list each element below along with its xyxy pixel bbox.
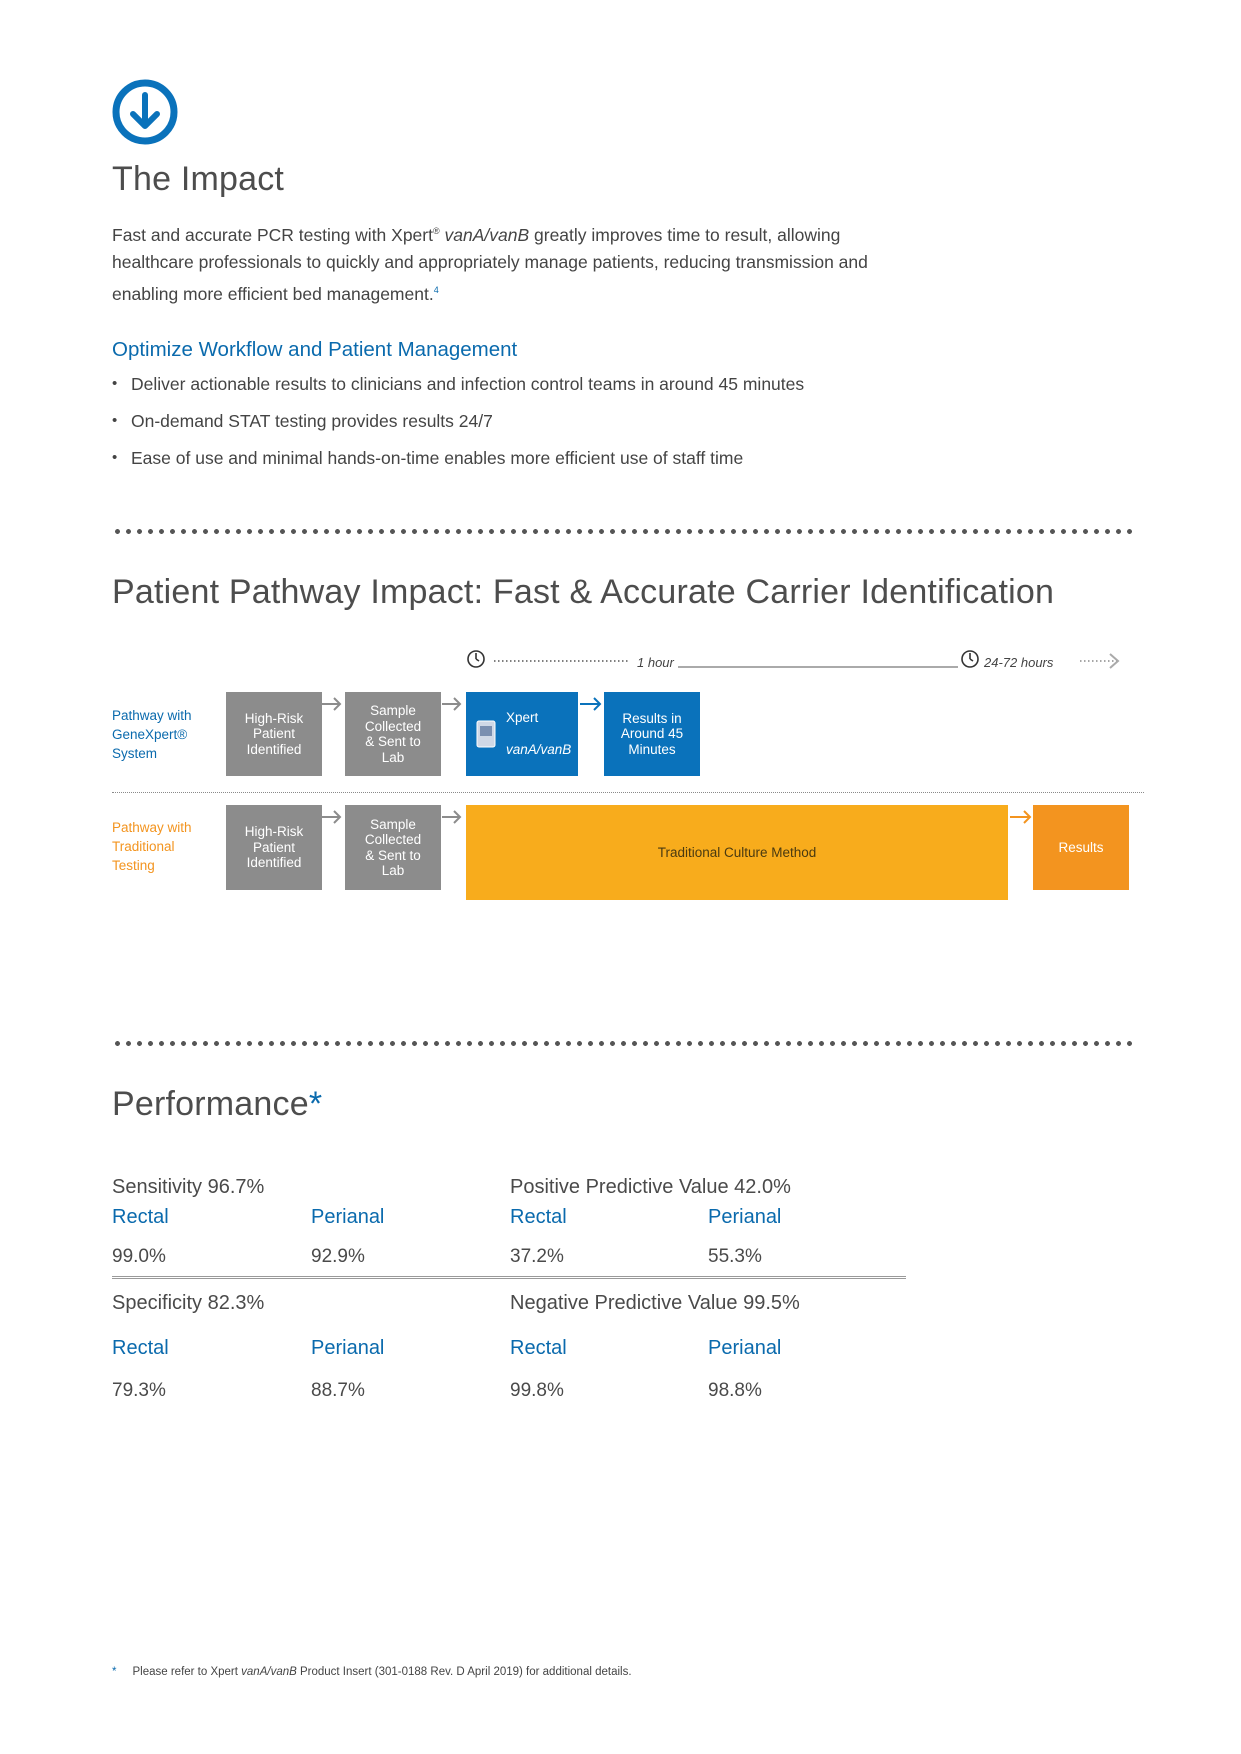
timeline-24-72-hours: 24-72 hours	[984, 655, 1054, 670]
footnote-text-1: Please refer to Xpert	[132, 1666, 242, 1678]
metric-title: Sensitivity 96.7%	[112, 1176, 265, 1198]
footnote-text-2: Product Insert (301-0188 Rev. D April 2019) for additional details.	[296, 1666, 632, 1678]
metric-title: Specificity 82.3%	[112, 1292, 265, 1314]
rectal-label: Rectal	[112, 1206, 169, 1228]
arrow-right-icon	[1110, 654, 1118, 668]
step-results: Results	[1033, 805, 1129, 890]
performance-asterisk: *	[308, 1085, 323, 1123]
list-item: • On-demand STAT testing provides results 24/7	[112, 409, 804, 446]
intro-text-1: Fast and accurate PCR testing with Xpert	[112, 224, 433, 245]
perianal-label: Perianal	[311, 1206, 385, 1228]
impact-intro	[112, 218, 872, 308]
workflow-bullets	[112, 372, 804, 483]
perianal-label: Perianal	[708, 1337, 782, 1359]
row-geneXpert-label: Pathway with GeneXpert® System	[112, 708, 192, 761]
performance-title-text: Performance	[112, 1085, 309, 1123]
arrow-group	[320, 694, 620, 714]
rectal-label: Rectal	[510, 1337, 567, 1359]
perianal-value: 55.3%	[708, 1246, 762, 1267]
intro-reg: ®	[432, 226, 440, 236]
cartridge-icon	[476, 720, 496, 748]
intro-italic: vanA/vanB	[444, 224, 530, 245]
arrow-down-circle-icon	[112, 79, 178, 145]
section-divider	[112, 1041, 1132, 1046]
rectal-value: 79.3%	[112, 1380, 166, 1401]
perianal-value: 92.9%	[311, 1246, 365, 1267]
step-traditional-culture: Traditional Culture Method	[466, 805, 1008, 900]
perianal-label: Perianal	[708, 1206, 782, 1228]
footnote	[112, 1666, 632, 1678]
arrow-group	[320, 807, 1040, 827]
rectal-label: Rectal	[112, 1337, 169, 1359]
list-item: • Deliver actionable results to clinicians and infection control teams in around 45 minutes	[112, 372, 804, 409]
perianal-label: Perianal	[311, 1337, 385, 1359]
footnote-italic: vanA/vanB	[241, 1666, 297, 1678]
xpert-assay: vanA/vanB	[506, 742, 572, 757]
perianal-value: 98.8%	[708, 1380, 762, 1401]
footnote-asterisk: *	[112, 1666, 117, 1678]
step-high-risk: High-Risk Patient Identified	[226, 692, 322, 776]
metric-title: Positive Predictive Value 42.0%	[510, 1176, 791, 1198]
rectal-label: Rectal	[510, 1206, 567, 1228]
row-divider	[112, 792, 1144, 793]
workflow-subheading: Optimize Workflow and Patient Management	[112, 338, 518, 361]
impact-title: The Impact	[112, 160, 285, 198]
rectal-value: 37.2%	[510, 1246, 564, 1267]
metric-title: Negative Predictive Value 99.5%	[510, 1292, 800, 1314]
row-traditional-label: Pathway with Traditional Testing	[112, 820, 192, 873]
pathway-title: Patient Pathway Impact: Fast & Accurate Carrier Identification	[112, 573, 1055, 611]
clock-icon	[962, 651, 978, 667]
performance-divider	[112, 1276, 906, 1279]
step-sample-collected: Sample Collected & Sent to Lab	[345, 805, 441, 890]
intro-reference: 4	[433, 284, 439, 295]
performance-title	[112, 1085, 322, 1124]
rectal-value: 99.0%	[112, 1246, 166, 1267]
section-divider	[112, 529, 1132, 534]
step-sample-collected: Sample Collected & Sent to Lab	[345, 692, 441, 776]
xpert-name: Xpert	[506, 710, 539, 725]
perianal-value: 88.7%	[311, 1380, 365, 1401]
clock-icon	[468, 651, 484, 667]
list-item: • Ease of use and minimal hands-on-time enables more efficient use of staff time	[112, 446, 804, 483]
rectal-value: 99.8%	[510, 1380, 564, 1401]
step-high-risk: High-Risk Patient Identified	[226, 805, 322, 890]
timeline-1-hour: 1 hour	[637, 655, 674, 670]
step-results-45: Results in Around 45 Minutes	[604, 692, 700, 776]
intro-text-2: greatly improves time to result, allowing healthcare professionals to quickly and appropriately manage patients, reducing transmission and enabling more efficient bed management.	[112, 224, 868, 304]
